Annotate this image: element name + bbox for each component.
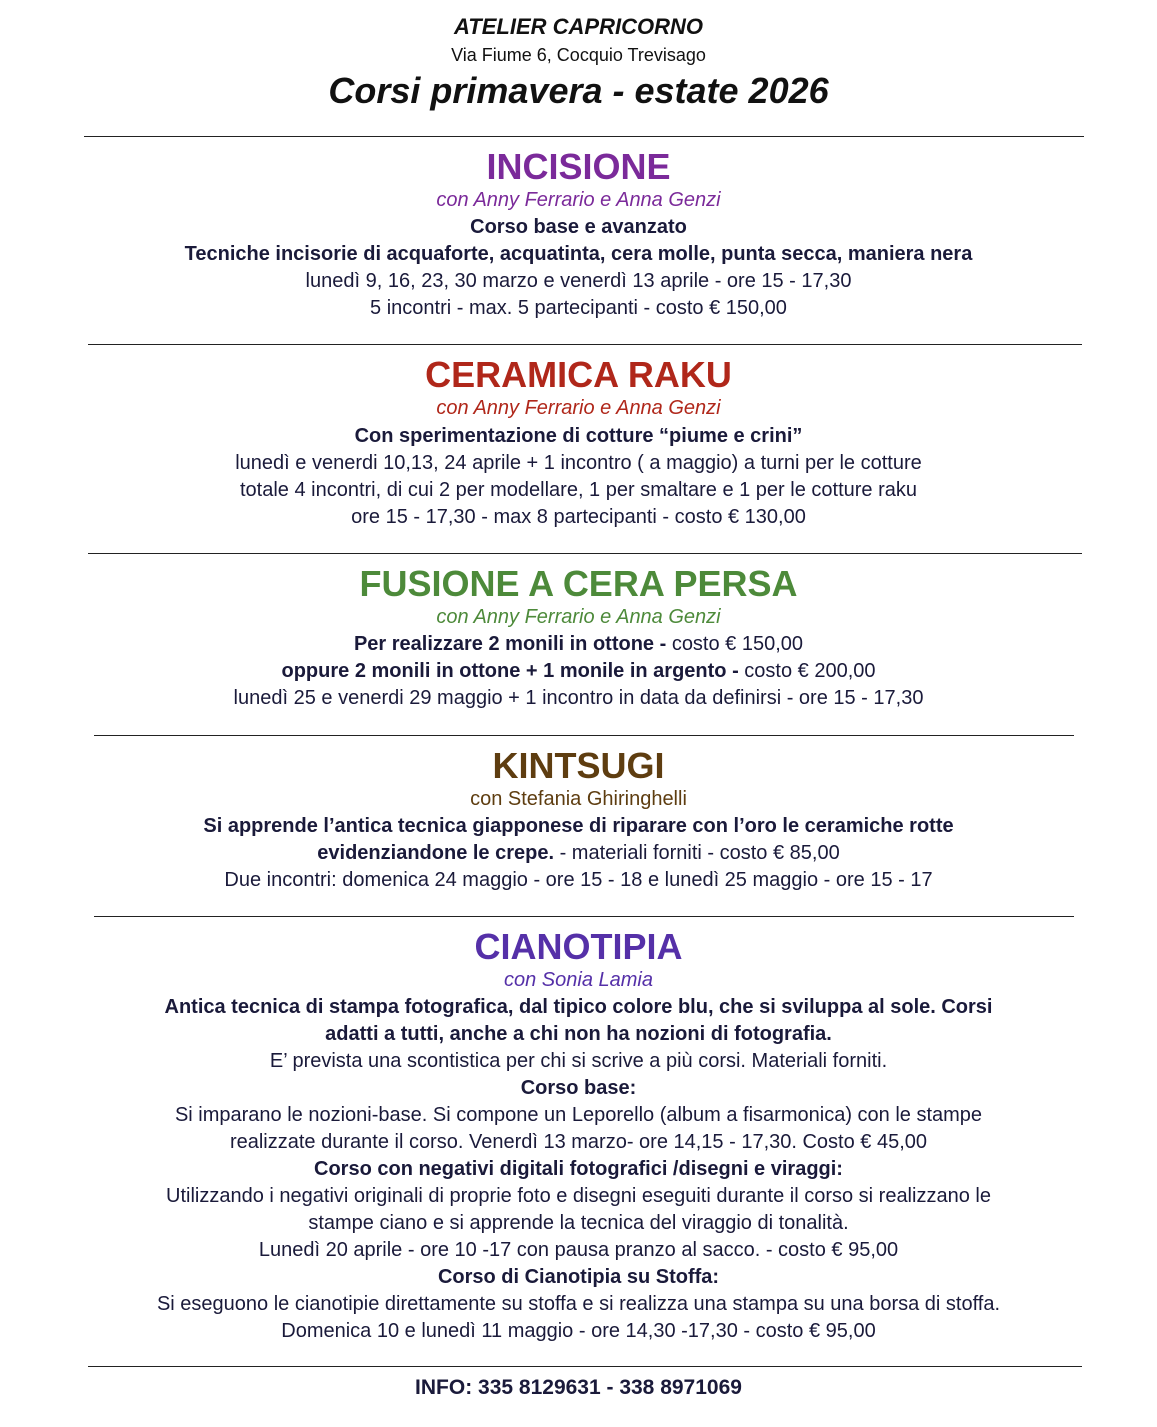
course-description-2 xyxy=(0,842,1157,865)
subcourse-title-base: Corso base: xyxy=(520,1077,637,1099)
option-2-label: oppure 2 monili in ottone + 1 monile in argento - xyxy=(281,660,745,682)
section-title-incisione: INCISIONE xyxy=(486,146,671,187)
teacher-kintsugi: con Stefania Ghiringhelli xyxy=(470,788,687,810)
course-option-1 xyxy=(0,633,1157,656)
course-option-2 xyxy=(0,660,1157,683)
section-title-cianotipia: CIANOTIPIA xyxy=(474,926,683,967)
course-details: ore 15 - 17,30 - max 8 partecipanti - costo € 130,00 xyxy=(351,506,806,528)
course-intro: Antica tecnica di stampa fotografica, dal tipico colore blu, che si sviluppa al sole. Corsi xyxy=(164,996,993,1018)
course-discount: E’ prevista una scontistica per chi si scrive a più corsi. Materiali forniti. xyxy=(269,1050,888,1072)
section-title-fusione: FUSIONE A CERA PERSA xyxy=(359,563,798,604)
course-description: Si apprende l’antica tecnica giapponese di riparare con l’oro le ceramiche rotte xyxy=(203,815,954,837)
atelier-address: Via Fiume 6, Cocquio Trevisago xyxy=(451,45,706,65)
divider xyxy=(88,553,1082,554)
divider xyxy=(84,136,1084,137)
course-dates: Due incontri: domenica 24 maggio - ore 15 - 18 e lunedì 25 maggio - ore 15 - 17 xyxy=(224,869,933,891)
course-dates: lunedì e venerdi 10,13, 24 aprile + 1 incontro ( a maggio) a turni per le cotture xyxy=(235,452,922,474)
subcourse-title-negativi: Corso con negativi digitali fotografici /disegni e viraggi: xyxy=(314,1158,843,1180)
course-dates: lunedì 25 e venerdi 29 maggio + 1 incontro in data da definirsi - ore 15 - 17,30 xyxy=(233,687,924,709)
course-techniques: Tecniche incisorie di acquaforte, acquatinta, cera molle, punta secca, maniera nera xyxy=(184,243,973,265)
teacher-incisione: con Anny Ferrario e Anna Genzi xyxy=(436,189,721,211)
divider xyxy=(88,1366,1082,1367)
description-bold: evidenziandone le crepe. xyxy=(317,842,555,864)
divider xyxy=(88,344,1082,345)
page-title: Corsi primavera - estate 2026 xyxy=(328,70,829,111)
course-dates: lunedì 9, 16, 23, 30 marzo e venerdì 13 aprile - ore 15 - 17,30 xyxy=(305,270,852,292)
option-1-price: costo € 150,00 xyxy=(671,633,804,655)
course-subtitle: Con sperimentazione di cotture “piume e crini” xyxy=(354,425,803,447)
subcourse-title-stoffa: Corso di Cianotipia su Stoffa: xyxy=(437,1266,720,1288)
option-2-price: costo € 200,00 xyxy=(744,660,876,682)
subcourse-negativi-dates: Lunedì 20 aprile - ore 10 -17 con pausa pranzo al sacco. - costo € 95,00 xyxy=(258,1239,899,1261)
course-intro-2: adatti a tutti, anche a chi non ha nozioni di fotografia. xyxy=(325,1023,832,1045)
course-details: 5 incontri - max. 5 partecipanti - costo € 150,00 xyxy=(370,297,787,319)
section-title-kintsugi: KINTSUGI xyxy=(492,745,665,786)
teacher-cianotipia: con Sonia Lamia xyxy=(504,969,653,991)
subcourse-base-dates: realizzate durante il corso. Venerdì 13 marzo- ore 14,15 - 17,30. Costo € 45,00 xyxy=(229,1131,928,1153)
teacher-ceramica: con Anny Ferrario e Anna Genzi xyxy=(436,397,721,419)
subcourse-stoffa-text: Si eseguono le cianotipie direttamente su stoffa e si realizza una stampa su una borsa di stoffa. xyxy=(156,1293,1001,1315)
subcourse-negativi-text-2: stampe ciano e si apprende la tecnica del viraggio di tonalità. xyxy=(308,1212,849,1234)
teacher-fusione: con Anny Ferrario e Anna Genzi xyxy=(436,606,721,628)
subcourse-stoffa-dates: Domenica 10 e lunedì 11 maggio - ore 14,30 -17,30 - costo € 95,00 xyxy=(281,1320,876,1342)
subcourse-negativi-text: Utilizzando i negativi originali di proprie foto e disegni eseguiti durante il corso si realizzano le xyxy=(166,1185,991,1207)
option-1-label: Per realizzare 2 monili in ottone - xyxy=(353,633,672,655)
course-sessions: totale 4 incontri, di cui 2 per modellare, 1 per smaltare e 1 per le cotture raku xyxy=(239,479,917,501)
atelier-name: ATELIER CAPRICORNO xyxy=(454,14,703,39)
course-level: Corso base e avanzato xyxy=(470,216,687,238)
divider xyxy=(94,916,1074,917)
contact-info: INFO: 335 8129631 - 338 8971069 xyxy=(415,1376,742,1399)
description-price: - materiali forniti - costo € 85,00 xyxy=(554,842,840,864)
section-title-ceramica-raku: CERAMICA RAKU xyxy=(425,354,732,395)
subcourse-base-text: Si imparano le nozioni-base. Si compone un Leporello (album a fisarmonica) con le stampe xyxy=(174,1104,983,1126)
divider xyxy=(94,735,1074,736)
